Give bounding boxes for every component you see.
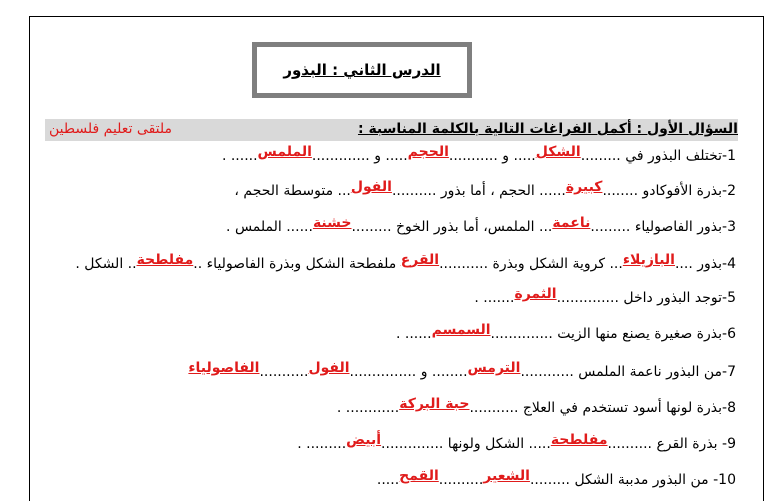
item-text: ...... الملمس . bbox=[226, 219, 313, 235]
answer: حبة البركة bbox=[399, 396, 470, 412]
item-text: ... متوسطة الحجم ، bbox=[234, 183, 351, 199]
answer: الفول bbox=[350, 179, 392, 195]
lesson-title-box bbox=[252, 42, 472, 98]
item-text: بذرة صغيرة يصنع منها الزيت .............. bbox=[490, 326, 723, 342]
list-item bbox=[234, 179, 736, 199]
answer: القرع bbox=[400, 252, 440, 268]
item-text: ..... bbox=[376, 472, 400, 488]
source-label: ملتقى تعليم فلسطين bbox=[49, 121, 173, 137]
answer: مفلطحة bbox=[550, 432, 608, 448]
item-text: ...... . bbox=[395, 326, 432, 342]
item-text: ........ و ............... bbox=[349, 364, 468, 380]
item-text: ............ . bbox=[336, 400, 400, 416]
answer: الفول bbox=[308, 360, 350, 376]
answer: مفلطحة bbox=[136, 252, 194, 268]
list-item bbox=[336, 396, 736, 416]
item-text: ..... و ............. bbox=[311, 148, 408, 164]
answer: الحجم bbox=[407, 144, 449, 160]
lesson-title: الدرس الثاني : البذور bbox=[283, 61, 441, 79]
item-number: 1- bbox=[722, 148, 736, 164]
item-text: بذور الفاصولياء ......... bbox=[590, 219, 723, 235]
item-text: توجد البذور داخل .............. bbox=[556, 290, 723, 306]
item-text: ..... الشكل ولونها .............. bbox=[381, 436, 551, 452]
list-item bbox=[188, 360, 736, 380]
item-number: 7- bbox=[722, 364, 736, 380]
question-title: السؤال الأول : أكمل الفراغات التالية بالكلمة المناسبة : bbox=[357, 121, 738, 137]
item-text: بذور .... bbox=[674, 256, 723, 272]
item-number: 3- bbox=[722, 219, 736, 235]
answer: الشعير bbox=[483, 468, 530, 484]
item-number: 8- bbox=[722, 400, 736, 416]
item-text: ...... . bbox=[221, 148, 258, 164]
list-item bbox=[395, 322, 736, 342]
list-item bbox=[376, 468, 736, 488]
item-text: ملفطحة الشكل وبذرة الفاصولياء .. bbox=[193, 256, 401, 272]
item-text: ... الملمس، أما بذور الخوخ ......... bbox=[351, 219, 553, 235]
item-text: بذرة لونها أسود تستخدم في العلاج ........... bbox=[469, 400, 723, 416]
item-number: 2- bbox=[722, 183, 736, 199]
answer: السمسم bbox=[431, 322, 491, 338]
item-text: ... كروية الشكل وبذرة ........... bbox=[439, 256, 623, 272]
list-item bbox=[221, 144, 736, 164]
answer: البازيلاء bbox=[622, 252, 675, 268]
answer: خشنة bbox=[312, 215, 352, 231]
list-item bbox=[297, 432, 736, 452]
item-number: 9- bbox=[722, 436, 736, 452]
item-text: .. الشكل . bbox=[75, 256, 137, 272]
item-number: 6- bbox=[722, 326, 736, 342]
answer: أبيض bbox=[346, 432, 382, 448]
answer: الشكل bbox=[535, 144, 581, 160]
item-text: ....... . bbox=[474, 290, 515, 306]
answer: القمح bbox=[399, 468, 439, 484]
answer: كبيرة bbox=[565, 179, 603, 195]
list-item bbox=[226, 215, 736, 235]
answer: ناعمة bbox=[552, 215, 591, 231]
item-text: بذرة القرع .......... bbox=[607, 436, 723, 452]
item-text: من البذور مدببة الشكل ......... bbox=[529, 472, 714, 488]
list-item bbox=[474, 286, 736, 306]
item-text: تختلف البذور في ......... bbox=[580, 148, 723, 164]
item-number: 4- bbox=[722, 256, 736, 272]
item-text: ......... . bbox=[297, 436, 347, 452]
item-text: بذرة الأفوكادو ........ bbox=[602, 183, 723, 199]
list-item bbox=[75, 252, 736, 272]
question-header bbox=[45, 119, 738, 141]
item-text: ...... الحجم ، أما بذور .......... bbox=[391, 183, 566, 199]
item-number: 10- bbox=[713, 472, 736, 488]
answer: الملمس bbox=[257, 144, 312, 160]
item-text: ........... bbox=[259, 364, 309, 380]
item-text: ..... و ........... bbox=[448, 148, 536, 164]
answer: الثمرة bbox=[514, 286, 557, 302]
answer: الفاصولياء bbox=[188, 360, 260, 376]
item-text: من البذور ناعمة الملمس ............ bbox=[520, 364, 723, 380]
item-number: 5- bbox=[722, 290, 736, 306]
answer: الترمس bbox=[467, 360, 521, 376]
item-text: .......... bbox=[438, 472, 484, 488]
